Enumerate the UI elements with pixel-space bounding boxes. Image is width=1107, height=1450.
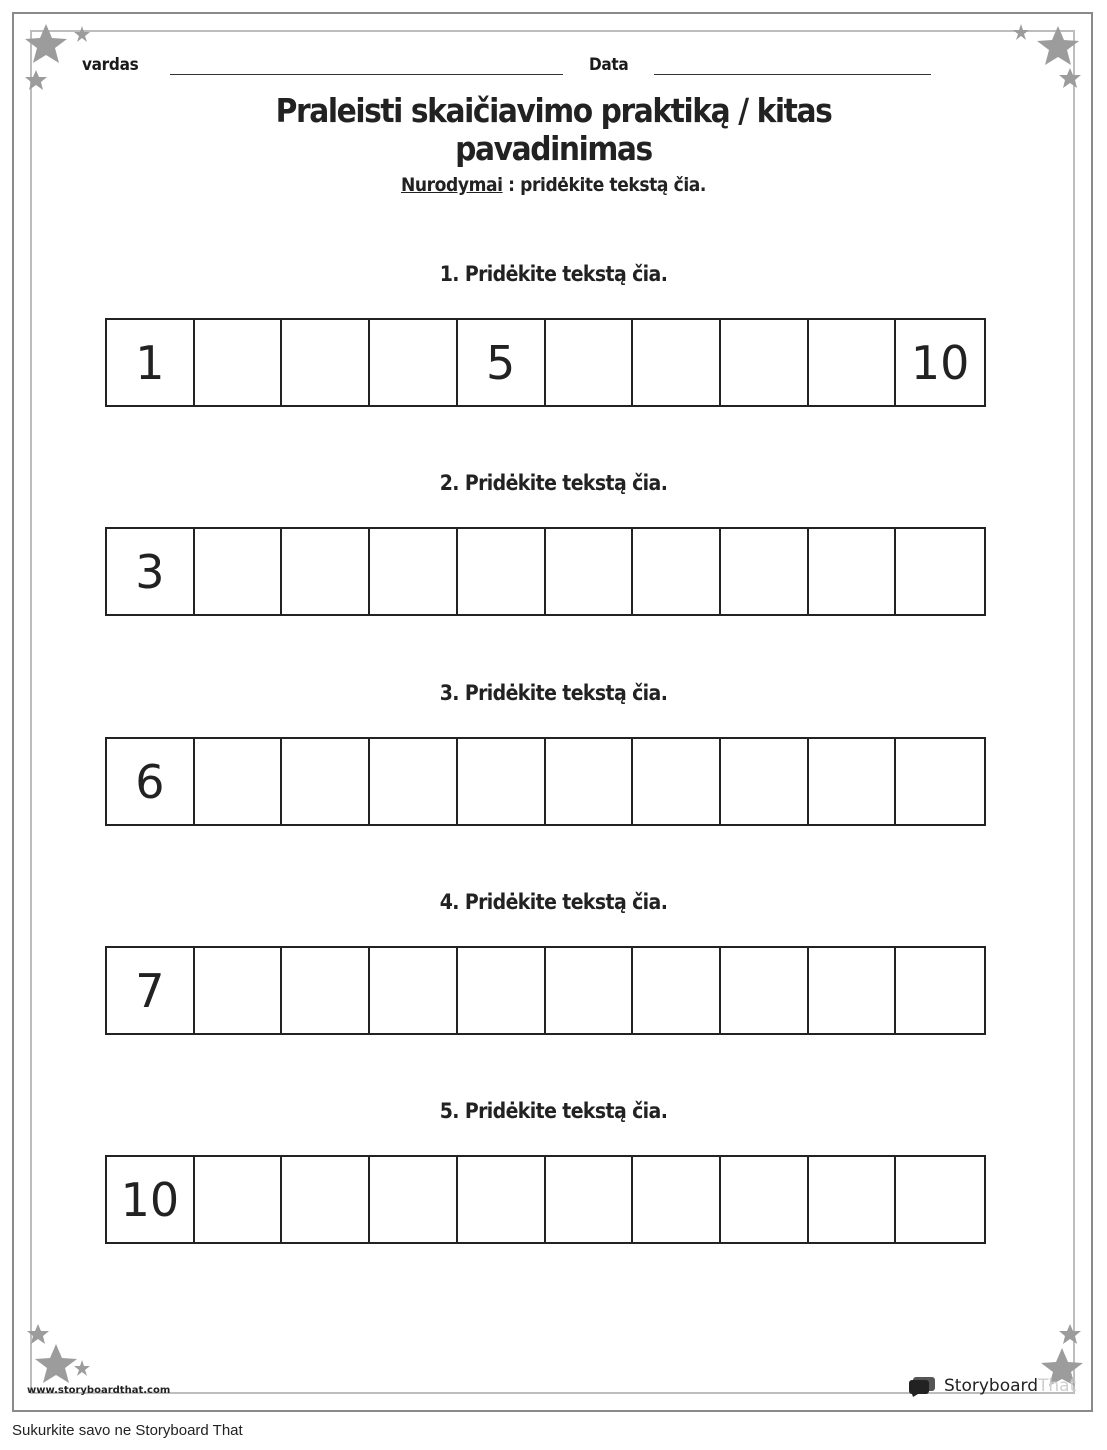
number-row <box>105 946 986 1035</box>
question-label: 3. Pridėkite tekstą čia. <box>439 681 668 705</box>
number-row <box>105 1155 986 1244</box>
page-title <box>0 92 1107 168</box>
footer-url[interactable]: www.storyboardthat.com <box>27 1385 171 1396</box>
number-cell[interactable] <box>721 739 809 824</box>
instructions <box>0 174 1107 196</box>
number-cell[interactable] <box>721 320 809 405</box>
number-cell[interactable] <box>195 1157 283 1242</box>
number-cell[interactable] <box>633 529 721 614</box>
number-cell[interactable] <box>896 529 984 614</box>
date-label: Data <box>589 55 629 75</box>
number-cell[interactable] <box>458 1157 546 1242</box>
number-cell[interactable]: 7 <box>107 948 195 1033</box>
number-cell[interactable] <box>546 1157 634 1242</box>
number-cell[interactable] <box>282 529 370 614</box>
question-label: 2. Pridėkite tekstą čia. <box>439 471 668 495</box>
question-label: 1. Pridėkite tekstą čia. <box>439 262 668 286</box>
number-cell[interactable] <box>633 1157 721 1242</box>
number-cell[interactable] <box>809 1157 897 1242</box>
number-cell[interactable] <box>896 1157 984 1242</box>
brand-name-faded: That <box>1038 1376 1077 1396</box>
number-cell[interactable] <box>721 1157 809 1242</box>
number-cell[interactable] <box>633 948 721 1033</box>
number-cell[interactable] <box>809 320 897 405</box>
number-cell[interactable] <box>282 1157 370 1242</box>
number-cell[interactable] <box>195 739 283 824</box>
number-cell[interactable] <box>633 320 721 405</box>
brand-name: Storyboard <box>944 1376 1038 1396</box>
number-cell[interactable] <box>370 1157 458 1242</box>
name-label: vardas <box>82 55 139 75</box>
number-cell[interactable] <box>282 739 370 824</box>
number-cell[interactable]: 5 <box>458 320 546 405</box>
number-cell[interactable] <box>546 739 634 824</box>
number-cell[interactable] <box>896 739 984 824</box>
number-cell[interactable] <box>546 320 634 405</box>
number-cell[interactable] <box>633 739 721 824</box>
instructions-separator: : <box>508 174 515 196</box>
storyboardthat-logo[interactable] <box>908 1375 1076 1397</box>
number-cell[interactable] <box>721 529 809 614</box>
date-field[interactable] <box>654 74 931 75</box>
number-cell[interactable] <box>370 948 458 1033</box>
number-cell[interactable] <box>458 529 546 614</box>
corner-stars-bottom-left-icon <box>20 1322 100 1392</box>
number-cell[interactable] <box>896 948 984 1033</box>
number-cell[interactable] <box>809 529 897 614</box>
number-cell[interactable] <box>195 529 283 614</box>
question-label: 5. Pridėkite tekstą čia. <box>439 1099 668 1123</box>
corner-stars-top-right-icon <box>1008 20 1088 100</box>
number-cell[interactable]: 3 <box>107 529 195 614</box>
number-row <box>105 318 986 407</box>
number-cell[interactable] <box>370 320 458 405</box>
instructions-text: pridėkite tekstą čia. <box>520 174 707 196</box>
question-label: 4. Pridėkite tekstą čia. <box>439 890 668 914</box>
instructions-label: Nurodymai <box>400 174 503 196</box>
number-cell[interactable] <box>546 948 634 1033</box>
title-line-2: pavadinimas <box>455 129 652 168</box>
number-row <box>105 737 986 826</box>
number-cell[interactable]: 6 <box>107 739 195 824</box>
number-cell[interactable] <box>282 320 370 405</box>
number-cell[interactable] <box>546 529 634 614</box>
credit-text: Sukurkite savo ne Storyboard That <box>12 1422 243 1439</box>
number-cell[interactable] <box>370 739 458 824</box>
number-cell[interactable] <box>458 948 546 1033</box>
number-cell[interactable] <box>721 948 809 1033</box>
number-row <box>105 527 986 616</box>
number-cell[interactable] <box>458 739 546 824</box>
number-cell[interactable]: 10 <box>910 335 970 390</box>
number-cell[interactable]: 1 <box>107 320 195 405</box>
number-cell[interactable]: 10 <box>107 1157 195 1242</box>
number-cell[interactable] <box>195 948 283 1033</box>
number-cell[interactable] <box>809 948 897 1033</box>
number-cell[interactable] <box>809 739 897 824</box>
number-cell[interactable] <box>195 320 283 405</box>
title-line-1: Praleisti skaičiavimo praktiką / kitas <box>275 91 832 130</box>
name-field[interactable] <box>170 74 563 75</box>
number-cell[interactable] <box>282 948 370 1033</box>
number-cell[interactable] <box>370 529 458 614</box>
speech-bubble-icon <box>908 1375 938 1397</box>
